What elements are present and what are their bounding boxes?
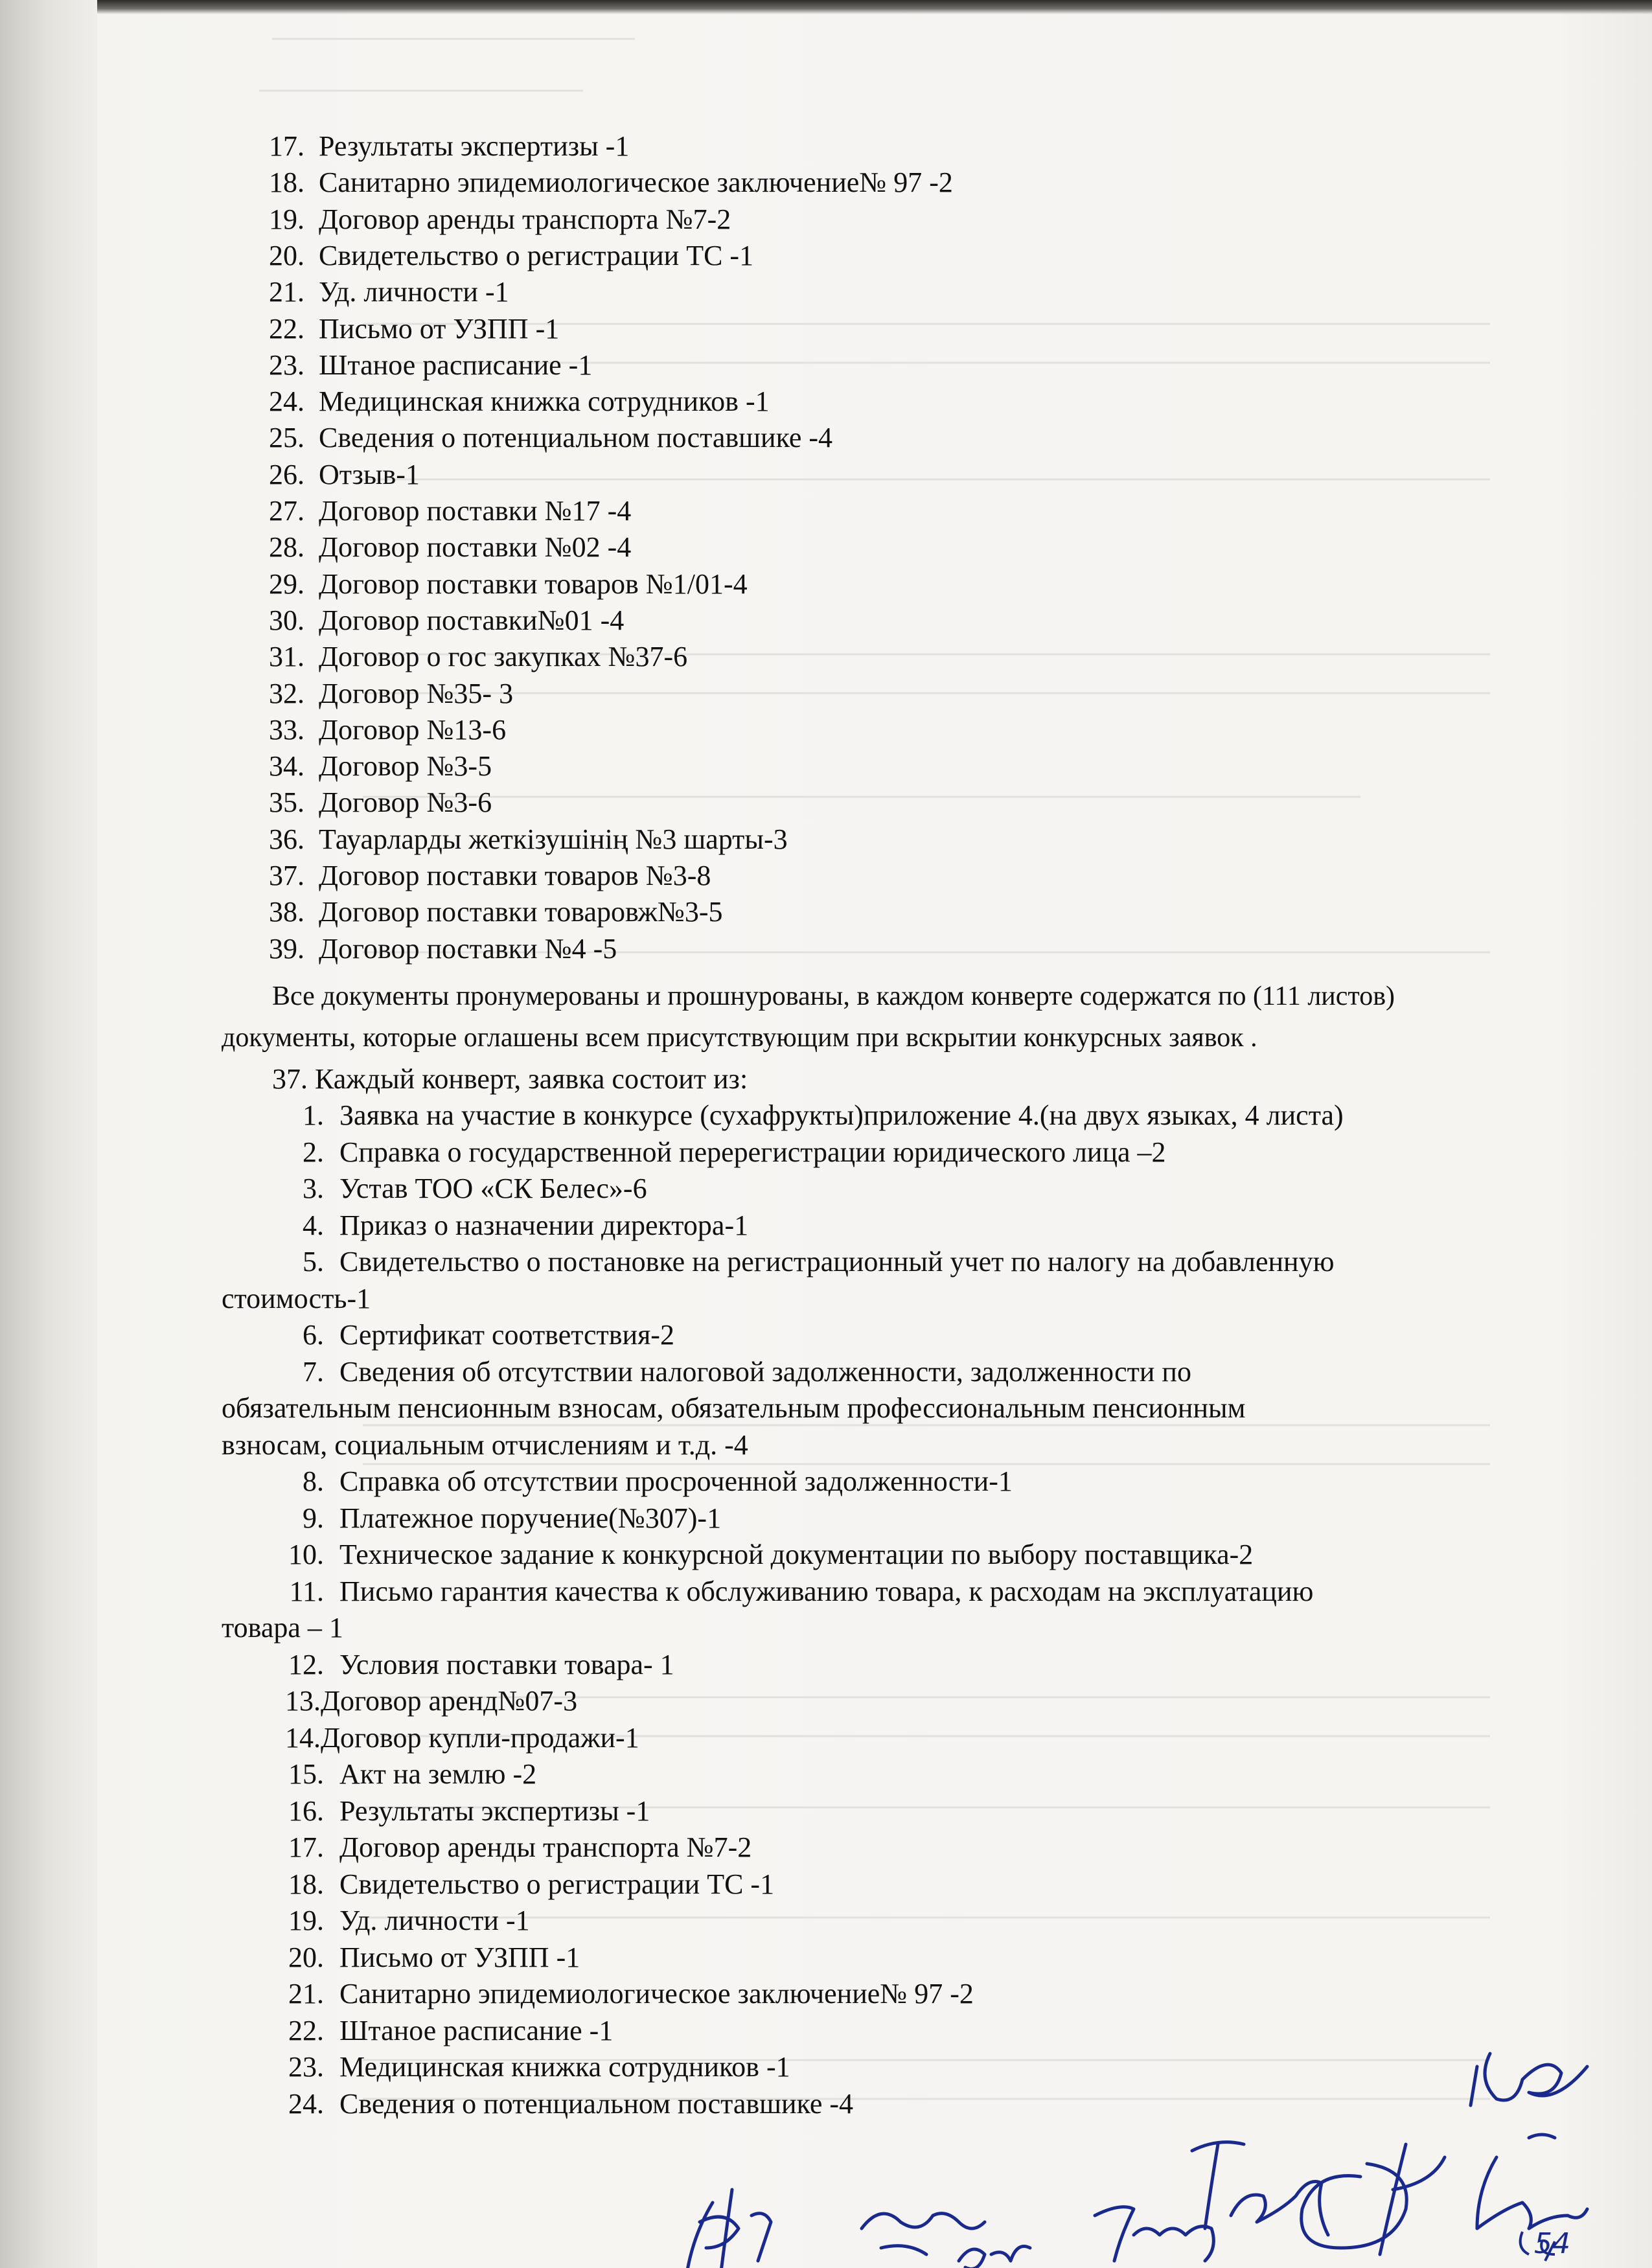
list-item-text: 13.Договор аренд№07-3 xyxy=(285,1685,578,1717)
list-item-number: 17. xyxy=(288,1831,324,1863)
list-item-text: Договор аренды транспорта №7-2 xyxy=(319,203,731,235)
list-item-text: Справка о государственной перерегистрации юридического лица –2 xyxy=(339,1136,1166,1168)
list-item-text: Санитарно эпидемиологическое заключение№ 97 -2 xyxy=(339,1978,974,2010)
list-item-number: 25. xyxy=(269,422,304,453)
list-item-text: Результаты экспертизы -1 xyxy=(339,1795,650,1827)
list-item-number: 6. xyxy=(303,1319,324,1351)
list-item-text: стоимость-1 xyxy=(222,1283,371,1314)
list-item-number: 33. xyxy=(269,714,304,746)
list-item-number: 16. xyxy=(288,1795,324,1827)
list-item-number: 19. xyxy=(288,1905,324,1936)
list-item-number: 34. xyxy=(269,750,304,782)
scanned-page: 17. Результаты экспертизы -1 18. Санитарно эпидемиологическое заключение№ 97 -2 19. Договор аренды транспорта №7-2 20. Свидетельство о регистрации ТС -1 21. Уд. личности -1 22. Письмо от УЗПП -1 23. Штаное расписание -1 24. Медицинская книжка сотрудников -1 25. Сведения о потенциальном поставшике -4 26. Отзыв-1 27. Договор поставки №17 -4 28. Договор поставки №02 -4 29. Договор поставки товаров №1/01-4 30. Договор поставки№01 -4 31. Договор о гос закупках №37-6 32. Договор №35- 3 33. Договор №13-6 34. Договор №3-5 35. Договор №3-6 36. Тауарларды жеткізушінің №3 шарты-3 37. Договор поставки товаров №3-8 38. Договор поставки товаровж№3-5 39. Договор поставки №4 -5 Все документы пронумерованы и прошнурованы, в каждом конверте содержатся по (111 листов) документы, которые оглашены всем присутствующим при вскрытии конкурсных заявок . 37. Каждый конверт, заявка состоит из: 1. Заявка на участие в конкурсе (сухафрукты)приложение 4.(на двух языках, 4 листа) 2. Справка о государственной перерегистрации юридического лица –2 3. Устав ТОО «СК Белес»-6 4. Приказ о назначении директора-1 5. Свидетельство о постановке на регистрационный учет по налогу на добавленную стоимость-1 6. Сертификат соответствия-2 7. Сведения об отсутствии налоговой задолженности, задолженности по обязательным пенсионным взносам, обязательным профессиональным пенсионным взносам, социальным отчислениям и т.д. -4 8. Справка об отсутствии просроченной задолженности-1 9. Платежное поручение(№307)-1 10. Техническое задание к конкурсной документации по выбору поставщика-2 11. Письмо гарантия качества к обслуживанию товара, к расходам на эксплуатацию товара – 1 12. Условия поставки товара- 1 13.Договор аренд№07-3 14.Договор купли-продажи-1 15. Акт на землю -2 16. Результаты экспертизы -1 17. Договор аренды транспорта №7-2 18. Свидетельство о регистрации ТС -1 19. Уд. личности -1 20. Письмо от УЗПП -1 21. Санитарно эпидемиологическое заключение№ 97 -2 22. Штаное расписание -1 23. Медицинская книжка сотрудников -1 24. Сведения о потенциальном поставшике -4 54 xyxy=(0,0,1652,2268)
list-item-text: Сведения об отсутствии налоговой задолженности, задолженности по xyxy=(339,1356,1191,1388)
list-item-number: 30. xyxy=(269,604,304,636)
list-item-number: 24. xyxy=(269,385,304,417)
list-item-text: Договор №35- 3 xyxy=(319,678,514,709)
list-item-text: Справка об отсутствии просроченной задолженности-1 xyxy=(339,1465,1013,1497)
list-item-text: Уд. личности -1 xyxy=(339,1905,530,1936)
list-item-number: 36. xyxy=(269,823,304,855)
list-item-text: Приказ о назначении директора-1 xyxy=(339,1209,749,1241)
list-item-number: 12. xyxy=(288,1649,324,1680)
list-item-text: Тауарларды жеткізушінің №3 шарты-3 xyxy=(319,823,788,855)
list-item-text: Договор поставки №02 -4 xyxy=(319,531,632,563)
list-item-number: 18. xyxy=(288,1868,324,1900)
list-item-number: 19. xyxy=(269,203,304,235)
list-item-number: 8. xyxy=(303,1465,324,1497)
list-item-text: Устав ТОО «СК Белес»-6 xyxy=(339,1173,647,1204)
list-item-number: 23. xyxy=(288,2051,324,2083)
list-item-text: Письмо от УЗПП -1 xyxy=(319,313,560,345)
list-item-text: Уд. личности -1 xyxy=(319,276,509,308)
list-item-text: Отзыв-1 xyxy=(319,459,420,490)
list-item-text: Санитарно эпидемиологическое заключение№ 97 -2 xyxy=(319,166,953,198)
list-item-text: Штаное расписание -1 xyxy=(319,349,593,381)
list-item-number: 20. xyxy=(288,1942,324,1973)
list-item-number: 29. xyxy=(269,568,304,600)
list-item-text: Договор аренды транспорта №7-2 xyxy=(339,1831,752,1863)
list-item-text: Договор поставки товаров №3-8 xyxy=(319,860,711,891)
list-item-text: Техническое задание к конкурсной документации по выбору поставщика-2 xyxy=(339,1539,1254,1570)
list-item-text: Сведения о потенциальном поставшике -4 xyxy=(319,422,833,453)
list-item-number: 20. xyxy=(269,240,304,271)
list-item-number: 22. xyxy=(288,2015,324,2046)
list-item-number: 23. xyxy=(269,349,304,381)
list-item-text: Договор поставки товаровж№3-5 xyxy=(319,896,723,928)
list-item-number: 5. xyxy=(303,1246,324,1277)
list-item-number: 21. xyxy=(269,276,304,308)
list-item-text: Заявка на участие в конкурсе (сухафрукты)приложение 4.(на двух языках, 4 листа) xyxy=(339,1099,1344,1131)
list-item-text: Договор поставки№01 -4 xyxy=(319,604,625,636)
list-item-text: Договор поставки №4 -5 xyxy=(319,933,617,965)
list-item-text: 14.Договор купли-продажи-1 xyxy=(285,1722,639,1754)
list-item-number: 32. xyxy=(269,678,304,709)
list-item-number: 21. xyxy=(288,1978,324,2010)
list-item-number: 1. xyxy=(303,1099,324,1131)
list-item-text: Сертификат соответствия-2 xyxy=(339,1319,674,1351)
list-item-number: 15. xyxy=(288,1758,324,1790)
list-item-number: 35. xyxy=(269,786,304,818)
list-item-text: Договор №13-6 xyxy=(319,714,507,746)
list-item-number: 28. xyxy=(269,531,304,563)
list-item-text: товара – 1 xyxy=(222,1612,343,1644)
list-item-text: Свидетельство о постановке на регистрационный учет по налогу на добавленную xyxy=(339,1246,1335,1277)
list-item-number: 31. xyxy=(269,641,304,672)
list-item-number: 27. xyxy=(269,495,304,527)
list-item-text: Договор поставки товаров №1/01-4 xyxy=(319,568,748,600)
list-item-number: 4. xyxy=(303,1209,324,1241)
list-item-number: 22. xyxy=(269,313,304,345)
list-item-number: 26. xyxy=(269,459,304,490)
list-item-text: Письмо от УЗПП -1 xyxy=(339,1942,580,1973)
list-item-text: Договор №3-5 xyxy=(319,750,492,782)
list-item-number: 37. xyxy=(269,860,304,891)
list-item-text: Сведения о потенциальном поставшике -4 xyxy=(339,2088,854,2120)
list-item-text: Штаное расписание -1 xyxy=(339,2015,614,2046)
list-item-text: Письмо гарантия качества к обслуживанию товара, к расходам на эксплуатацию xyxy=(339,1575,1314,1607)
list-item-text: Акт на землю -2 xyxy=(339,1758,537,1790)
list-item-number: 10. xyxy=(288,1539,324,1570)
list-item-number: 9. xyxy=(303,1502,324,1534)
list-item-text: Договор №3-6 xyxy=(319,786,492,818)
list-item-number: 17. xyxy=(269,130,304,162)
list-item-text: Медицинская книжка сотрудников -1 xyxy=(319,385,770,417)
list-item-number: 18. xyxy=(269,166,304,198)
list-item-text: Медицинская книжка сотрудников -1 xyxy=(339,2051,790,2083)
list-item-number: 2. xyxy=(303,1136,324,1168)
list-item-text: Договор поставки №17 -4 xyxy=(319,495,632,527)
list-item-number: 11. xyxy=(289,1575,324,1607)
list-item-number: 3. xyxy=(303,1173,324,1204)
list-item-text: обязательным пенсионным взносам, обязательным профессиональным пенсионным xyxy=(222,1392,1246,1424)
list-item-text: Свидетельство о регистрации ТС -1 xyxy=(339,1868,775,1900)
list-item-text: Свидетельство о регистрации ТС -1 xyxy=(319,240,754,271)
list-item-text: взносам, социальным отчислениям и т.д. -4 xyxy=(222,1429,748,1461)
list-item-text: Платежное поручение(№307)-1 xyxy=(339,1502,722,1534)
page-number: 54 xyxy=(1534,2227,1570,2260)
list-item-number: 7. xyxy=(303,1356,324,1388)
list-item-number: 38. xyxy=(269,896,304,928)
list-item-number: 39. xyxy=(269,933,304,965)
list-item-text: Договор о гос закупках №37-6 xyxy=(319,641,688,672)
list-item-text: Результаты экспертизы -1 xyxy=(319,130,630,162)
list-item-number: 24. xyxy=(288,2088,324,2120)
list-item-text: Условия поставки товара- 1 xyxy=(339,1649,674,1680)
